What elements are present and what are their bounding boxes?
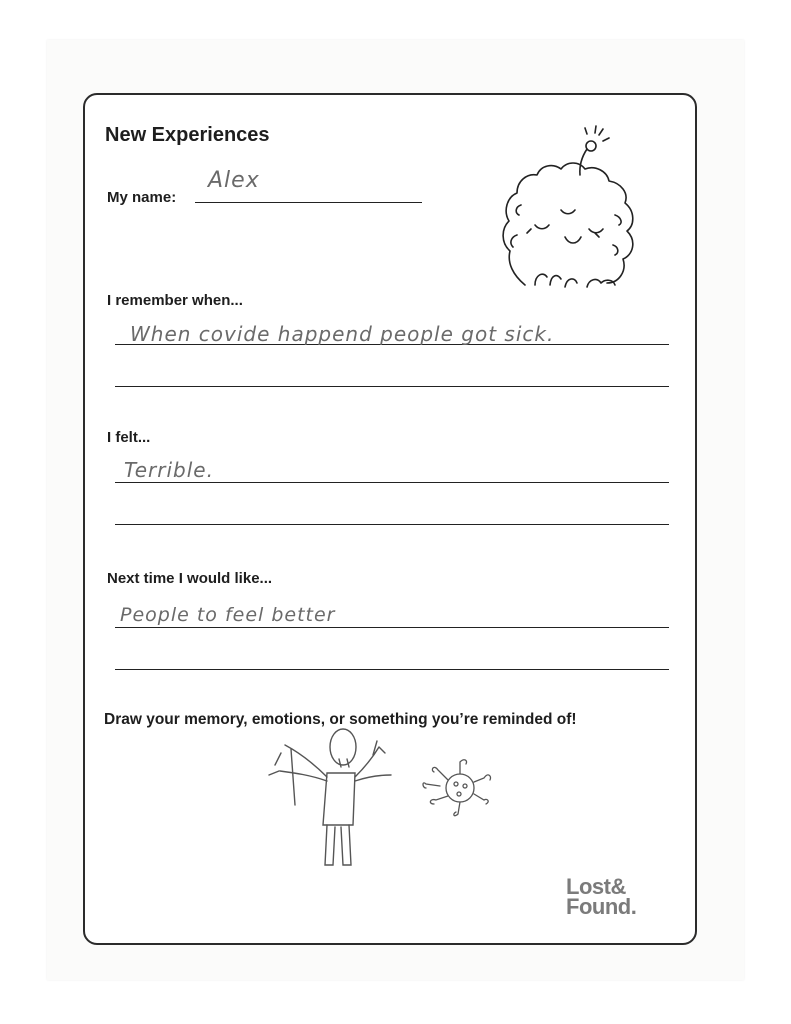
felt-line-1 bbox=[115, 482, 669, 483]
draw-prompt: Draw your memory, emotions, or something you’re reminded of! bbox=[104, 711, 577, 728]
felt-line-2 bbox=[115, 524, 669, 525]
worksheet-title: New Experiences bbox=[105, 124, 270, 146]
name-value[interactable]: Alex bbox=[208, 168, 260, 193]
name-label: My name: bbox=[107, 189, 177, 206]
felt-label: I felt... bbox=[107, 429, 151, 446]
virus-drawing bbox=[418, 752, 498, 827]
remember-label: I remember when... bbox=[107, 292, 243, 309]
next-line-2 bbox=[115, 669, 669, 670]
logo-line-2: Found. bbox=[566, 894, 637, 919]
next-label: Next time I would like... bbox=[107, 570, 273, 587]
name-line bbox=[195, 202, 422, 203]
lost-and-found-logo bbox=[566, 874, 637, 919]
felt-value[interactable]: Terrible. bbox=[124, 458, 214, 482]
fuzzy-creature-illustration bbox=[495, 125, 645, 300]
next-line-1 bbox=[115, 627, 669, 628]
remember-line-2 bbox=[115, 386, 669, 387]
remember-value[interactable]: When covide happend people got sick. bbox=[130, 322, 555, 346]
next-value[interactable]: People to feel better bbox=[120, 604, 336, 626]
logo-line-1: Lost& bbox=[566, 874, 626, 899]
stick-figure-drawing bbox=[255, 725, 405, 870]
